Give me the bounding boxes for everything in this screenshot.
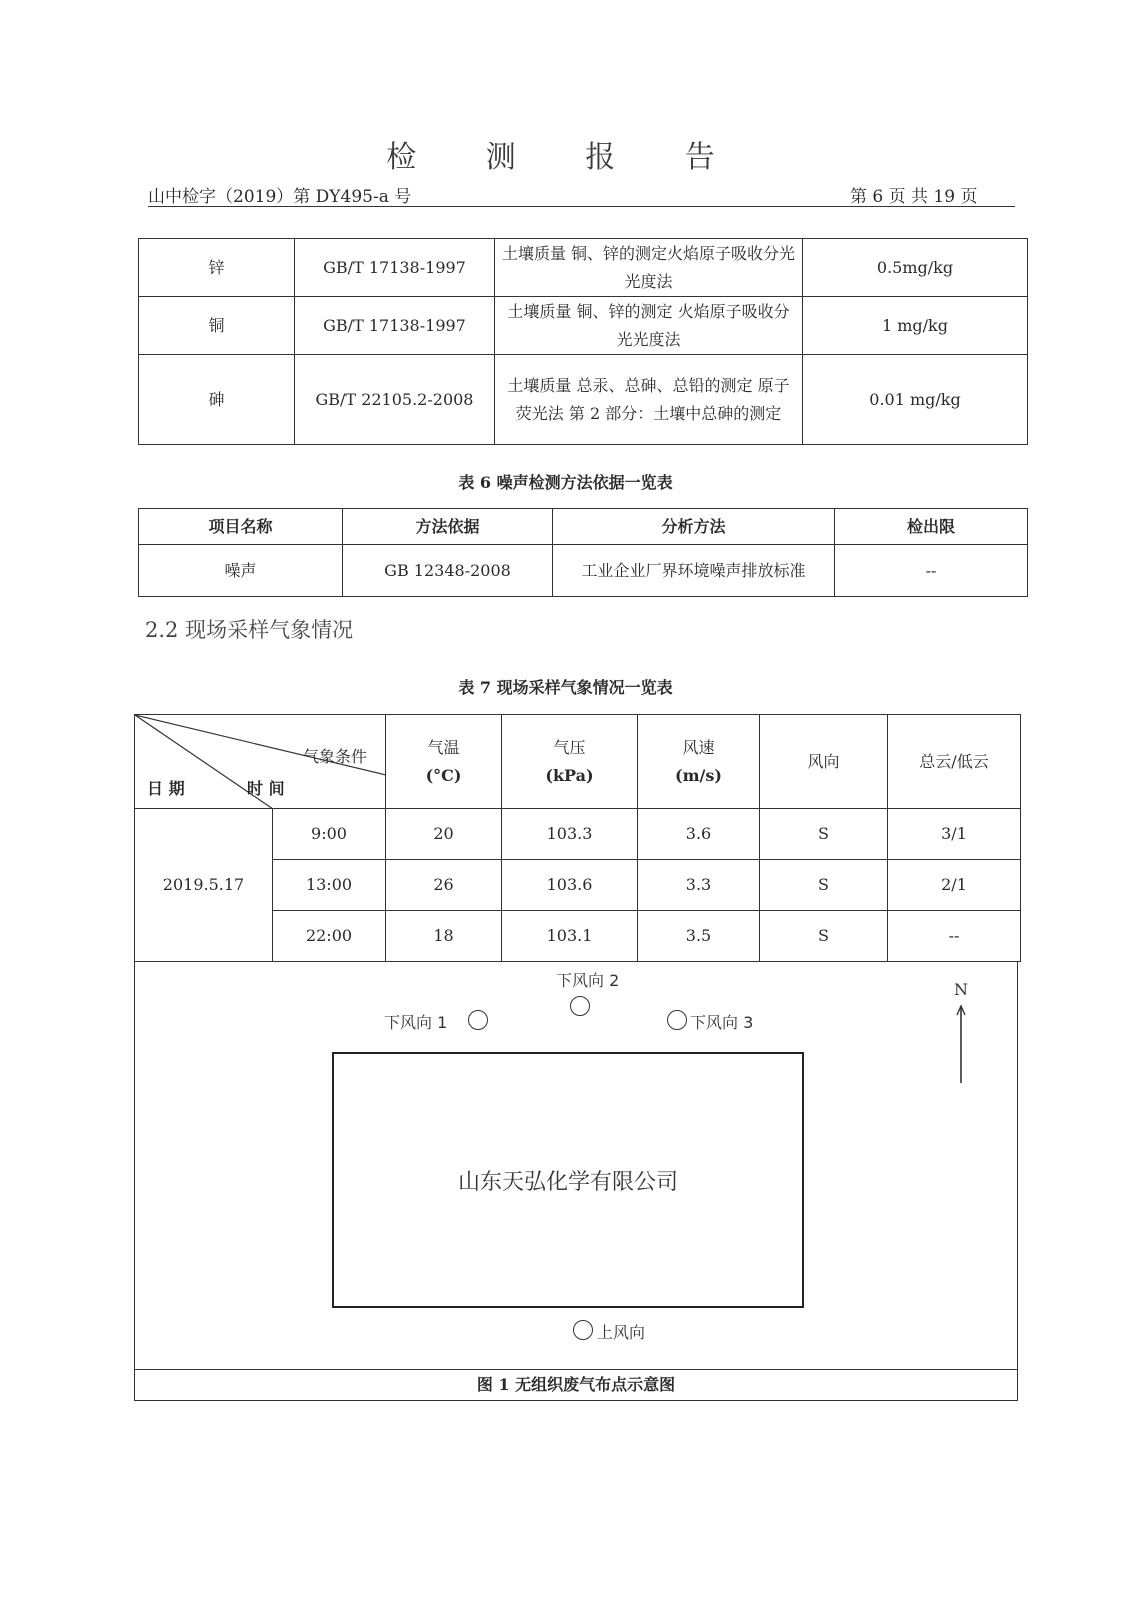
report-number: 山中检字（2019）第 DY495-a 号 <box>148 187 412 207</box>
corner-header-cell <box>135 715 386 809</box>
item-cell: 铜 <box>139 297 295 355</box>
column-header: 项目名称 <box>139 509 343 545</box>
table-header-row <box>139 509 1028 545</box>
table-row <box>139 297 1028 355</box>
north-label: N <box>954 980 968 999</box>
wind-dir-cell: S <box>760 809 888 860</box>
temp-cell: 18 <box>386 911 502 962</box>
page-info: 第 6 页 共 19 页 <box>850 187 978 207</box>
downwind-2-label: 下风向 2 <box>556 971 620 990</box>
downwind-2-point <box>570 996 590 1016</box>
column-header <box>638 715 760 809</box>
time-cell: 13:00 <box>273 860 386 911</box>
header-divider <box>148 206 1015 207</box>
downwind-1-point <box>468 1010 488 1030</box>
upwind-label: 上风向 <box>597 1323 646 1342</box>
corner-time-label: 时 间 <box>247 779 285 798</box>
method-cell: 土壤质量 铜、锌的测定火焰原子吸收分光光度法 <box>495 239 803 297</box>
cloud-cell: -- <box>888 911 1021 962</box>
table-row <box>135 809 1021 860</box>
company-name: 山东天弘化学有限公司 <box>457 1170 678 1195</box>
header-name: 风速 <box>682 737 715 757</box>
column-header: 分析方法 <box>553 509 835 545</box>
figure-caption: 图 1 无组织废气布点示意图 <box>134 1369 1018 1401</box>
downwind-3-label: 下风向 3 <box>690 1013 754 1032</box>
soil-methods-table <box>138 238 1028 445</box>
wind-speed-cell: 3.3 <box>638 860 760 911</box>
wind-dir-cell: S <box>760 911 888 962</box>
header-name: 总云/低云 <box>919 751 989 771</box>
table-row <box>139 355 1028 445</box>
header-unit: (m/s) <box>675 765 722 785</box>
column-header <box>386 715 502 809</box>
downwind-1-label: 下风向 1 <box>384 1013 448 1032</box>
section-heading: 2.2 现场采样气象情况 <box>145 618 354 642</box>
column-header <box>502 715 638 809</box>
pressure-cell: 103.3 <box>502 809 638 860</box>
cloud-cell: 3/1 <box>888 809 1021 860</box>
method-cell: 工业企业厂界环境噪声排放标准 <box>553 545 835 597</box>
cloud-cell: 2/1 <box>888 860 1021 911</box>
time-cell: 9:00 <box>273 809 386 860</box>
column-header <box>760 715 888 809</box>
noise-methods-table <box>138 508 1028 597</box>
table-row <box>139 239 1028 297</box>
header-name: 气压 <box>553 737 586 757</box>
wind-dir-cell: S <box>760 860 888 911</box>
weather-table <box>134 714 1021 962</box>
standard-cell: GB/T 22105.2-2008 <box>295 355 495 445</box>
north-arrow-icon <box>954 1003 968 1085</box>
standard-cell: GB/T 17138-1997 <box>295 297 495 355</box>
limit-cell: 0.5mg/kg <box>803 239 1028 297</box>
pressure-cell: 103.1 <box>502 911 638 962</box>
corner-top-label: 气象条件 <box>302 747 367 766</box>
method-cell: 土壤质量 铜、锌的测定 火焰原子吸收分光光度法 <box>495 297 803 355</box>
limit-cell: -- <box>835 545 1028 597</box>
table6-caption: 表 6 噪声检测方法依据一览表 <box>458 473 673 492</box>
item-cell: 噪声 <box>139 545 343 597</box>
table-header-row <box>135 715 1021 809</box>
header-unit: (°C) <box>425 765 462 785</box>
column-header: 方法依据 <box>343 509 553 545</box>
wind-speed-cell: 3.6 <box>638 809 760 860</box>
table-row <box>139 545 1028 597</box>
time-cell: 22:00 <box>273 911 386 962</box>
standard-cell: GB 12348-2008 <box>343 545 553 597</box>
limit-cell: 1 mg/kg <box>803 297 1028 355</box>
upwind-point <box>573 1320 593 1340</box>
limit-cell: 0.01 mg/kg <box>803 355 1028 445</box>
column-header: 检出限 <box>835 509 1028 545</box>
table7-caption: 表 7 现场采样气象情况一览表 <box>458 678 673 697</box>
wind-speed-cell: 3.5 <box>638 911 760 962</box>
method-cell: 土壤质量 总汞、总砷、总铅的测定 原子荧光法 第 2 部分：土壤中总砷的测定 <box>495 355 803 445</box>
standard-cell: GB/T 17138-1997 <box>295 239 495 297</box>
date-cell: 2019.5.17 <box>135 809 273 962</box>
downwind-3-point <box>667 1010 687 1030</box>
pressure-cell: 103.6 <box>502 860 638 911</box>
header-name: 风向 <box>807 751 840 771</box>
header-unit: (kPa) <box>545 765 594 785</box>
corner-date-label: 日 期 <box>147 779 185 798</box>
temp-cell: 20 <box>386 809 502 860</box>
document-title: 检 测 报 告 <box>386 140 745 175</box>
header-name: 气温 <box>427 737 460 757</box>
item-cell: 砷 <box>139 355 295 445</box>
item-cell: 锌 <box>139 239 295 297</box>
column-header <box>888 715 1021 809</box>
temp-cell: 26 <box>386 860 502 911</box>
